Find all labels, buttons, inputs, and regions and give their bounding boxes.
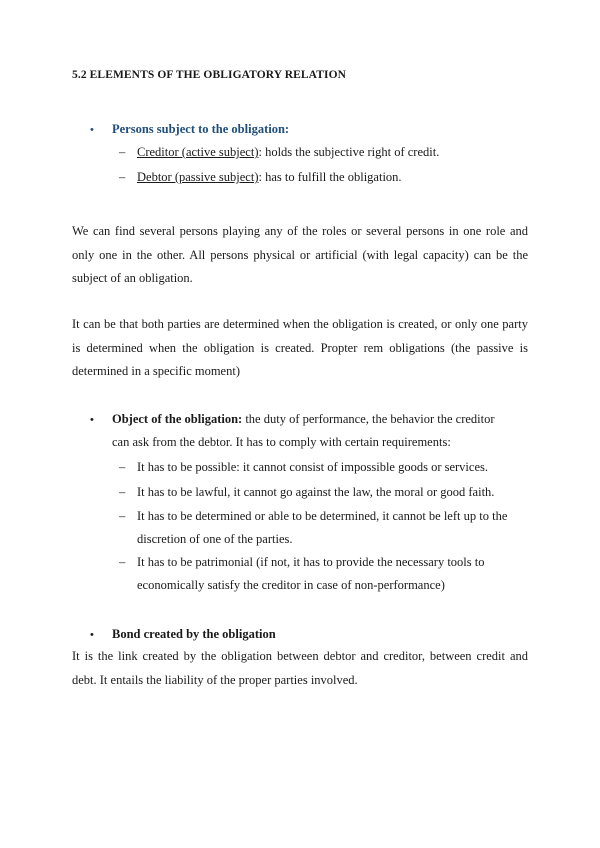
creditor-definition: : holds the subjective right of credit.	[258, 145, 440, 159]
paragraph-roles: We can find several persons playing any of the roles or several persons in one role and only one in the other. All persons physical or artificial (with legal capacity) can be the subject of an obligation.	[72, 224, 528, 285]
object-item-text: It has to be determined or able to be determined, it cannot be left up to the discretion of one of the parties.	[137, 509, 508, 546]
section-title: 5.2 ELEMENTS OF THE OBLIGATORY RELATION	[72, 69, 347, 81]
bullet-icon: •	[90, 124, 94, 136]
object-heading: Object of the obligation:	[112, 412, 243, 426]
object-item-text: It has to be lawful, it cannot go against the law, the moral or good faith.	[137, 485, 495, 499]
object-item-patrimonial	[119, 551, 529, 597]
persons-item-creditor	[119, 141, 529, 164]
debtor-definition: : has to fulfill the obligation.	[258, 170, 402, 184]
dash-icon: –	[119, 485, 126, 499]
bond-heading-line	[90, 626, 276, 643]
persons-heading-line	[90, 121, 289, 138]
object-item-determined	[119, 505, 529, 551]
bullet-icon: •	[90, 629, 94, 641]
bond-heading: Bond created by the obligation	[112, 627, 276, 641]
object-item-possible	[119, 456, 529, 479]
dash-icon: –	[119, 555, 126, 569]
object-heading-line	[90, 408, 530, 432]
bullet-icon: •	[90, 414, 94, 426]
object-item-lawful	[119, 481, 529, 504]
creditor-term: Creditor (active subject)	[137, 145, 259, 159]
object-intro: the duty of performance, the behavior the creditor	[242, 412, 495, 426]
paragraph-bond: It is the link created by the obligation between debtor and creditor, between credit and debt. It entails the liability of the proper parties involved.	[72, 649, 528, 687]
paragraph-determination: It can be that both parties are determined when the obligation is created, or only one party is determined when the obligation is created. Propter rem obligations (the passive is determined in a specific moment)	[72, 317, 528, 378]
object-intro-continued: can ask from the debtor. It has to comply with certain requirements:	[112, 435, 451, 449]
object-item-text: It has to be patrimonial (if not, it has to provide the necessary tools to economically satisfy the creditor in case of non-performance)	[137, 555, 485, 592]
dash-icon: –	[119, 170, 126, 184]
debtor-term: Debtor (passive subject)	[137, 170, 259, 184]
object-item-text: It has to be possible: it cannot consist of impossible goods or services.	[137, 460, 488, 474]
dash-icon: –	[119, 460, 126, 474]
persons-item-debtor	[119, 166, 529, 189]
persons-heading: Persons subject to the obligation:	[112, 122, 290, 136]
dash-icon: –	[119, 509, 126, 523]
dash-icon: –	[119, 145, 126, 159]
